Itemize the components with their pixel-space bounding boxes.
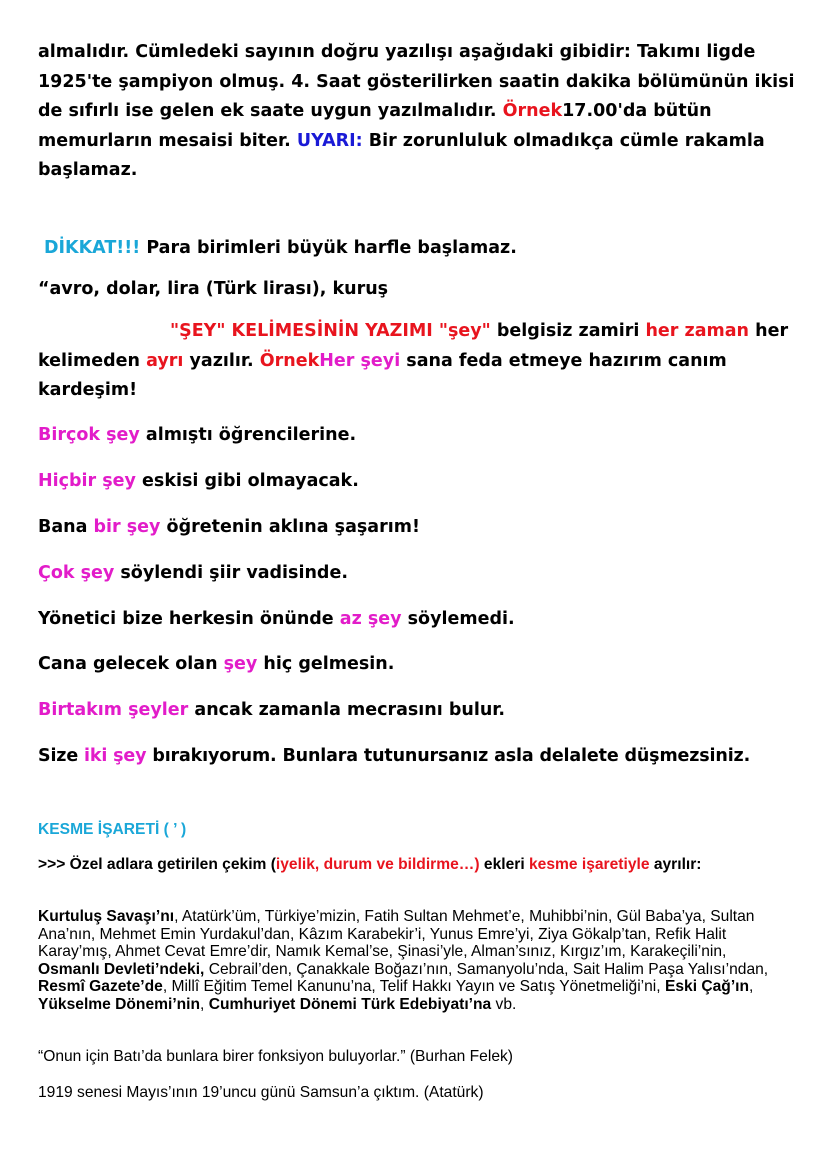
ornek-label: Örnek [502, 101, 563, 121]
example-sentence: Hiçbir şey eskisi gibi olmayacak. [38, 471, 359, 491]
sey-heading: "ŞEY" KELİMESİNİN YAZIMI "şey" [170, 321, 491, 341]
kesme-examples: Kurtuluş Savaşı’nı, Atatürk’üm, Türkiye’mizin, Fatih Sultan Mehmet’e, Muhibbi’nin, Gül Baba’ya, Sultan Ana’nın, Mehmet Emin Yurdakul’dan, Kâzım Karabekir’i, Yunus Emre’yi, Ziya Gökalp’tan, Refik Halit Karay’mış, Ahmet Cevat Emre’dir, Namık Kemal’se, Şinasi’yle, Alman’sınız, Kırgız’ım, Karakeçili’nin, Osmanlı Devleti’ndeki, Cebrail’den, Çanakkale Boğazı’nın, Samanyolu’nda, Sait Halim Paşa Yalısı’ndan, Resmî Gazete’de, Millî Eğitim Temel Kanunu’na, Telif Hakkı Yayın ve Satış Yönetmeliği’ni, Eski Çağ’ın, Yükselme Dönemi’nin, Cumhuriyet Dönemi Türk Edebiyatı’na vb. [38, 908, 769, 1013]
uyari-label: UYARI: [296, 130, 363, 151]
sey-example-rest: sana feda etmeye hazırım canım kardeşim! [38, 350, 727, 400]
example-sentence: Birtakım şeyler ancak zamanla mecrasını bulur. [38, 700, 506, 720]
kesme-rule: >>> Özel adlara getirilen çekim (iyelik, durum ve bildirme…) ekleri kesme işaretiyle ayrılır: [38, 856, 702, 873]
intro-text-b: 17.00'da bütün memurların mesaisi biter. [38, 101, 712, 151]
kesme-title: KESME İŞARETİ ( ’ ) [38, 821, 187, 838]
example-sentence: Size iki şey bırakıyorum. Bunlara tutunursanız asla delalete düşmezsiniz. [38, 746, 751, 766]
intro-text-a: almalıdır. Cümledeki sayının doğru yazılışı aşağıdaki gibidir: Takımı ligde 1925'te şampiyon olmuş. 4. Saat gösterilirken saatin dakika bölümünün ikisi de sıfırlı ise gelen ek saate uygun yazılmalıdır. [38, 42, 795, 121]
intro-text-c: Bir zorunluluk olmadıkça cümle rakamla başlamaz. [38, 130, 765, 180]
example-sentence: Yönetici bize herkesin önünde az şey söylemedi. [38, 609, 515, 629]
dikkat-text: Para birimleri büyük harfle başlamaz. [140, 238, 517, 258]
sey-text-a: belgisiz zamiri [490, 321, 646, 341]
sey-paragraph [38, 317, 798, 406]
example-sentence: Birçok şey almıştı öğrencilerine. [38, 425, 357, 445]
sey-example-pink: Her şeyi [319, 350, 401, 371]
dikkat-label: DİKKAT!!! [44, 238, 141, 258]
her-zaman: her zaman [645, 321, 750, 341]
example-sentence: Cana gelecek olan şey hiç gelmesin. [38, 654, 395, 674]
quote-burhan-felek: “Onun için Batı’da bunlara birer fonksiyon buluyorlar.” (Burhan Felek) [38, 1048, 513, 1065]
currencies-line: “avro, dolar, lira (Türk lirası), kuruş [38, 279, 389, 299]
sey-text-b: her kelimeden [38, 321, 789, 371]
dikkat-line [44, 234, 804, 264]
intro-paragraph [38, 38, 798, 186]
example-sentence: Çok şey söylendi şiir vadisinde. [38, 563, 348, 583]
quote-ataturk: 1919 senesi Mayıs’ının 19’uncu günü Samsun’a çıktım. (Atatürk) [38, 1084, 484, 1101]
sey-ornek-label: Örnek [259, 350, 320, 371]
sey-text-c: yazılır. [183, 350, 260, 371]
ayri: ayrı [146, 350, 184, 371]
example-sentence: Bana bir şey öğretenin aklına şaşarım! [38, 517, 420, 537]
